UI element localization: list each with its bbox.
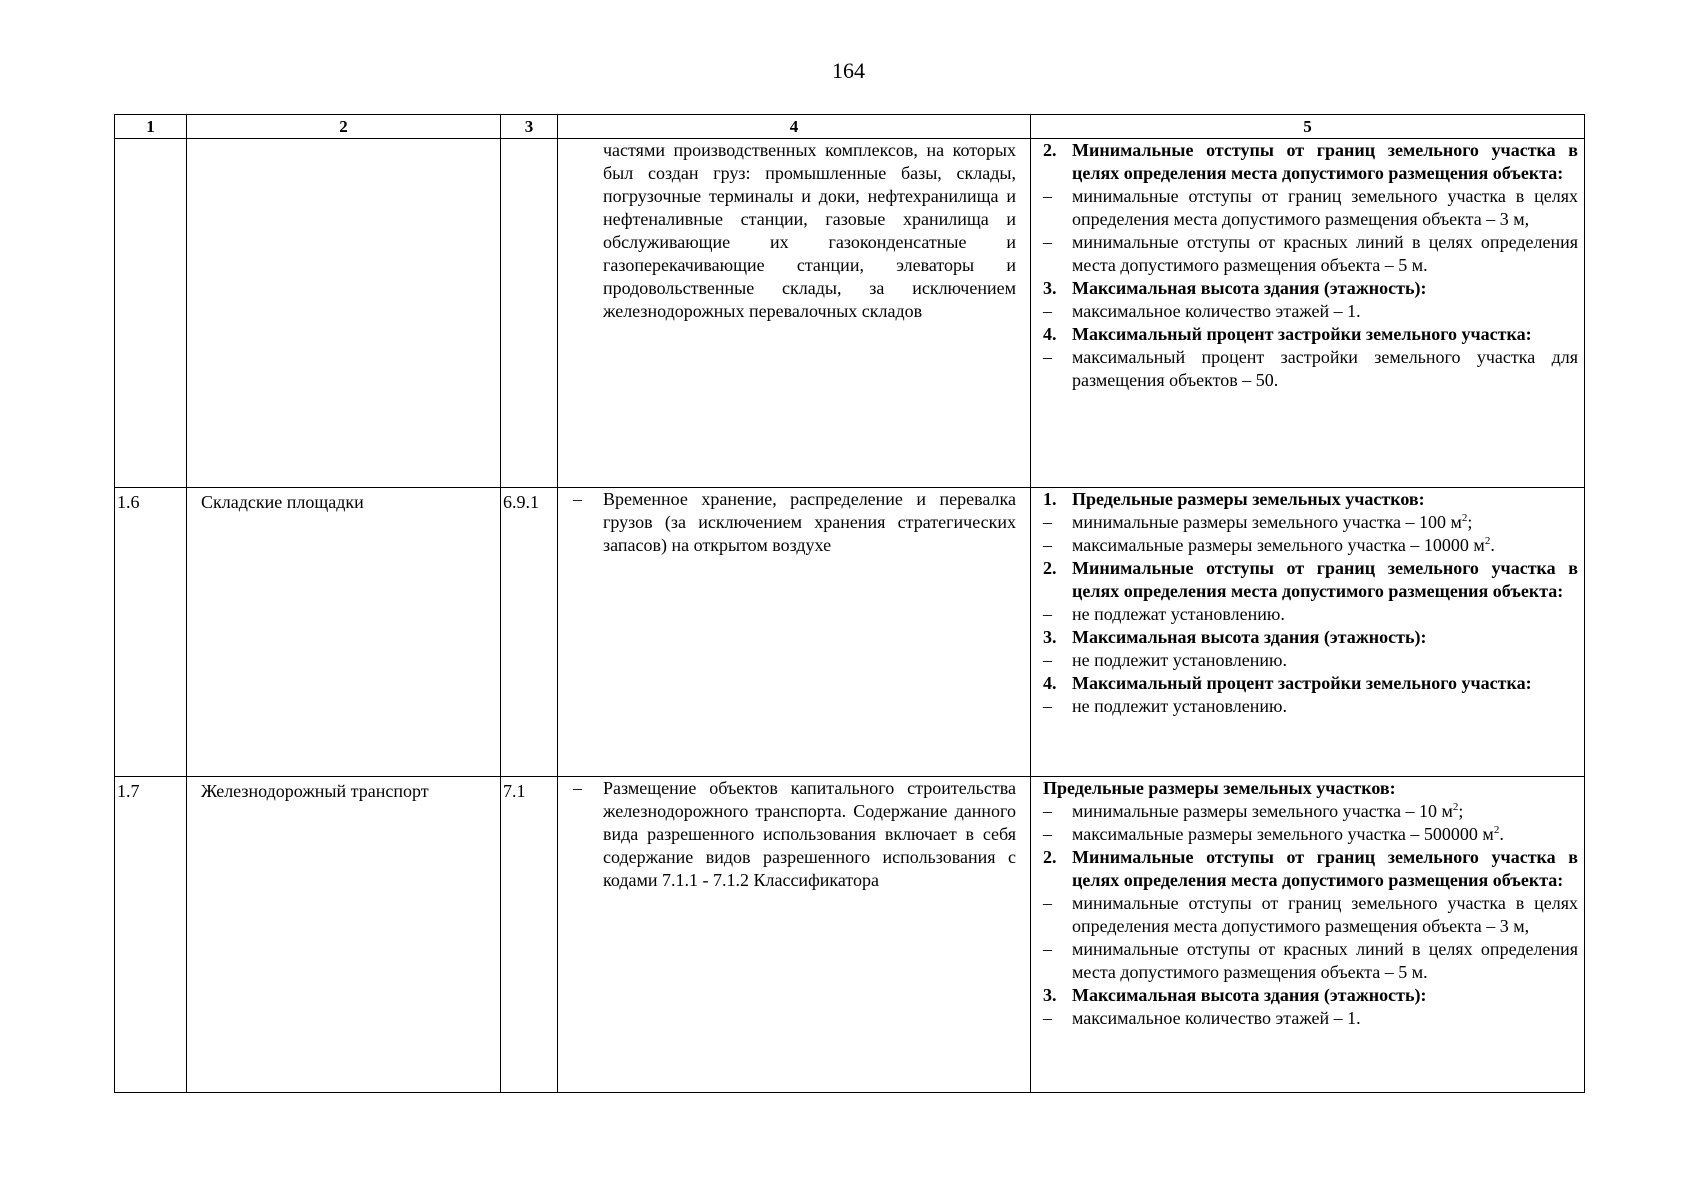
- param-heading: 3. Максимальная высота здания (этажность):: [1043, 278, 1427, 298]
- param-heading: 4. Максимальный процент застройки земельного участка:: [1043, 673, 1532, 693]
- column-header: 1: [115, 115, 187, 139]
- list-dash: –: [573, 778, 582, 798]
- row-number: 1.7: [115, 777, 187, 1093]
- column-header: 5: [1031, 115, 1585, 139]
- parameters-cell: [1031, 139, 1585, 488]
- param-item: – максимальный процент застройки земельного участка для размещения объектов – 50.: [1043, 347, 1578, 390]
- param-item: – минимальные размеры земельного участка – 100 $м^2$;: [1043, 512, 1473, 532]
- table-row: [115, 139, 1585, 488]
- classifier-code: 7.1: [501, 777, 558, 1093]
- param-item: – не подлежит установлению.: [1043, 696, 1287, 716]
- param-heading: Предельные размеры земельных участков:: [1043, 778, 1396, 798]
- parameters-cell: [1031, 777, 1585, 1093]
- param-heading: 2. Минимальные отступы от границ земельного участка в целях определения места допустимого размещения объекта:: [1043, 847, 1578, 890]
- use-type-name: Железнодорожный транспорт: [187, 777, 501, 1093]
- description-text: частями производственных комплексов, на которых был создан груз: промышленные базы, склады, погрузочные терминалы и доки, нефтехранилища и нефтеналивные станции, газовые хранилища и обслуживающие их газоконденсатные и газоперекачивающие станции, элеваторы и продовольственные склады, за исключением железнодорожных перевалочных складов: [603, 140, 1016, 321]
- row-number: 1.6: [115, 488, 187, 777]
- use-description: [558, 777, 1031, 1093]
- use-description: [558, 488, 1031, 777]
- parameters-cell: [1031, 488, 1585, 777]
- column-header: 4: [558, 115, 1031, 139]
- param-heading: 3. Максимальная высота здания (этажность):: [1043, 627, 1427, 647]
- param-item: – не подлежит установлению.: [1043, 650, 1287, 670]
- param-item: – максимальные размеры земельного участка – 10000 $м^2$.: [1043, 535, 1495, 555]
- classifier-code: [501, 139, 558, 488]
- description-text: Временное хранение, распределение и перевалка грузов (за исключением хранения стратегических запасов) на открытом воздухе: [603, 489, 1016, 555]
- param-item: – минимальные отступы от границ земельного участка в целях определения места допустимого размещения объекта – 3 м,: [1043, 186, 1578, 229]
- row-number: [115, 139, 187, 488]
- param-item: – минимальные отступы от красных линий в целях определения места допустимого размещения объекта – 5 м.: [1043, 232, 1578, 275]
- use-type-name: Складские площадки: [187, 488, 501, 777]
- param-item: – минимальные размеры земельного участка – 10 $м^2$;: [1043, 801, 1464, 821]
- param-heading: 2. Минимальные отступы от границ земельного участка в целях определения места допустимого размещения объекта:: [1043, 558, 1578, 601]
- use-type-name: [187, 139, 501, 488]
- use-description: [558, 139, 1031, 488]
- param-heading: 3. Максимальная высота здания (этажность):: [1043, 985, 1427, 1005]
- regulations-table: [114, 114, 1585, 1093]
- param-item: – минимальные отступы от границ земельного участка в целях определения места допустимого размещения объекта – 3 м,: [1043, 893, 1578, 936]
- list-dash: –: [573, 489, 582, 509]
- param-item: – максимальные размеры земельного участка – 500000 $м^2$.: [1043, 824, 1504, 844]
- table-row: [115, 777, 1585, 1093]
- param-item: – не подлежат установлению.: [1043, 604, 1285, 624]
- description-text: Размещение объектов капитального строительства железнодорожного транспорта. Содержание данного вида разрешенного использования включает в себя содержание видов разрешенного использования с кодами 7.1.1 - 7.1.2 Классификатора: [603, 778, 1016, 890]
- param-item: – минимальные отступы от красных линий в целях определения места допустимого размещения объекта – 5 м.: [1043, 939, 1578, 982]
- param-item: – максимальное количество этажей – 1.: [1043, 1008, 1361, 1028]
- classifier-code: 6.9.1: [501, 488, 558, 777]
- page-number: 164: [832, 58, 865, 83]
- param-heading: 4. Максимальный процент застройки земельного участка:: [1043, 324, 1532, 344]
- column-header: 2: [187, 115, 501, 139]
- param-heading: 1. Предельные размеры земельных участков:: [1043, 489, 1425, 509]
- column-header: 3: [501, 115, 558, 139]
- param-heading: 2. Минимальные отступы от границ земельного участка в целях определения места допустимого размещения объекта:: [1043, 140, 1578, 183]
- table-header-row: [115, 115, 1585, 139]
- table-row: [115, 488, 1585, 777]
- param-item: – максимальное количество этажей – 1.: [1043, 301, 1361, 321]
